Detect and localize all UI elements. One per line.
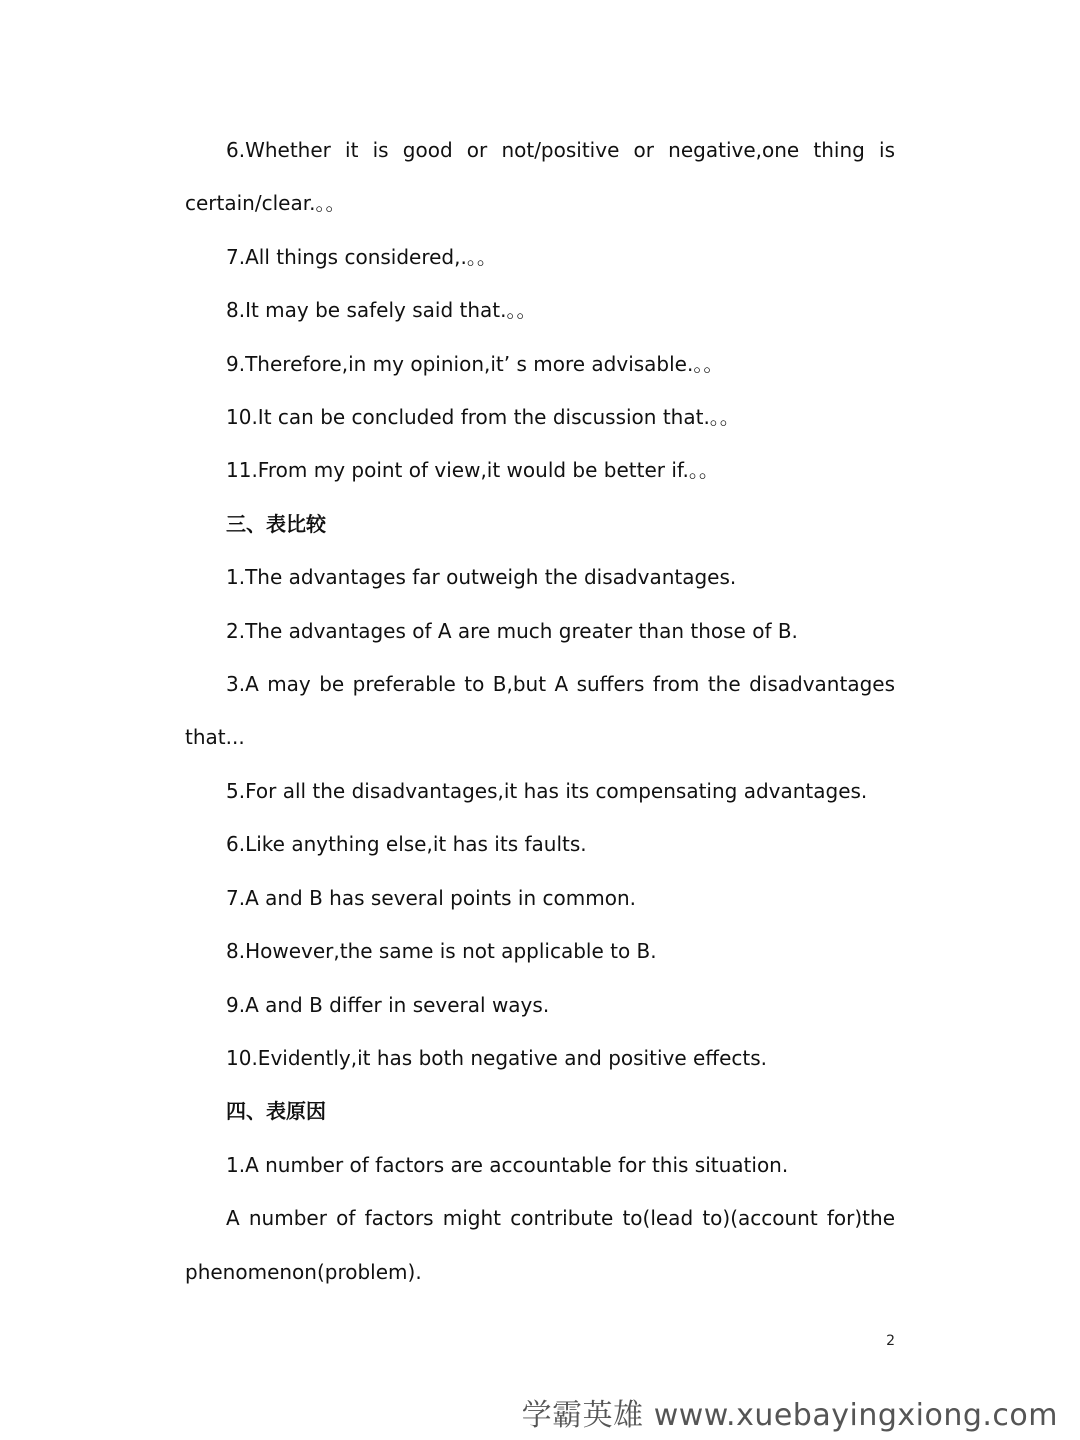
document-body xyxy=(185,124,895,1299)
paragraph: 9.A and B differ in several ways. xyxy=(226,992,550,1017)
watermark-text: 学霸英雄 www.xuebayingxiong.com xyxy=(521,1398,1058,1433)
paragraph: 10.Evidently,it has both negative and positive effects. xyxy=(226,1045,767,1070)
paragraph: 6.Like anything else,it has its faults. xyxy=(226,832,587,857)
section-heading: 三、表比较 xyxy=(226,511,326,536)
section-heading: 四、表原因 xyxy=(226,1099,326,1124)
paragraph: 5.For all the disadvantages,it has its compensating advantages. xyxy=(226,778,868,803)
paragraph: 6.Whether it is good or not/positive or negative,one thing is certain/clear.。。 xyxy=(185,138,895,216)
paragraph: 11.From my point of view,it would be better if.。。 xyxy=(226,458,719,483)
paragraph: 10.It can be concluded from the discussion that.。。 xyxy=(226,405,740,430)
paragraph: 1.The advantages far outweigh the disadvantages. xyxy=(226,565,737,590)
paragraph: A number of factors might contribute to(lead to)(account for)the phenomenon(problem). xyxy=(185,1206,895,1284)
paragraph: 8.However,the same is not applicable to B. xyxy=(226,939,657,964)
paragraph: 2.The advantages of A are much greater than those of B. xyxy=(226,618,798,643)
paragraph: 8.It may be safely said that.。。 xyxy=(226,298,537,323)
paragraph: 1.A number of factors are accountable for this situation. xyxy=(226,1152,789,1177)
paragraph: 7.All things considered,.。。 xyxy=(226,244,497,269)
paragraph: 7.A and B has several points in common. xyxy=(226,885,636,910)
paragraph: 9.Therefore,in my opinion,it’ s more advisable.。。 xyxy=(226,351,724,376)
page-number: 2 xyxy=(886,1333,895,1349)
paragraph: 3.A may be preferable to B,but A suffers from the disadvantages that... xyxy=(185,672,895,750)
